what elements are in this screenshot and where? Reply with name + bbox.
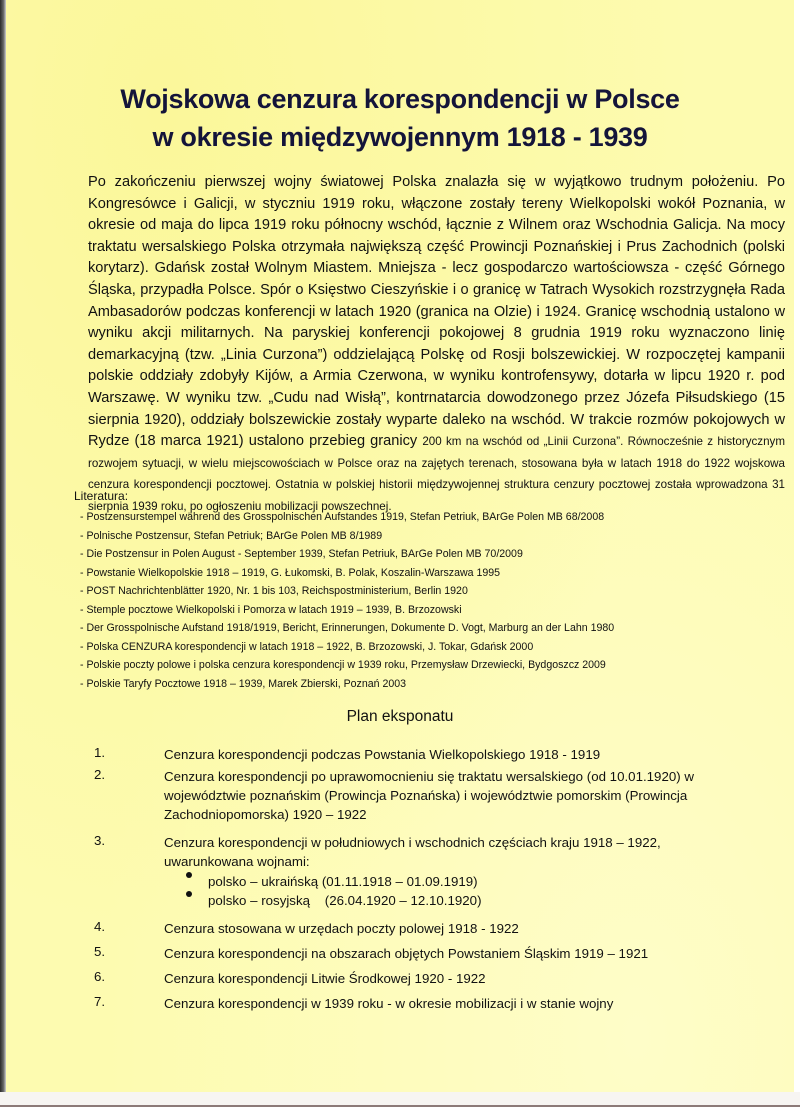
plan-item-text: Cenzura korespondencji Litwie Środkowej 1920 - 1922 <box>164 971 486 986</box>
literature-item: - Die Postzensur in Polen August - September 1939, Stefan Petriuk, BArGe Polen MB 70/2009 <box>80 548 523 561</box>
plan-title: Plan eksponatu <box>346 708 454 725</box>
literature-item: - Polskie Taryfy Pocztowe 1918 – 1939, Marek Zbierski, Poznań 2003 <box>80 677 407 690</box>
plan-item-text: Cenzura korespondencji po uprawomocnieniu się traktatu wersalskiego (od 10.01.1920) w województwie poznańskim (Prowincja Poznańska) i województwie pomorskim (Prowincja Zachodniopomorska) 1920 – 1922 <box>164 769 694 822</box>
plan-item <box>94 994 734 1013</box>
plan-sub-item: polsko – ukraińską (01.11.1918 – 01.09.1919) <box>186 872 734 891</box>
plan-item-text: Cenzura korespondencji w południowych i wschodnich częściach kraju 1918 – 1922, uwarunkowana wojnami: <box>164 835 661 869</box>
plan-sub-list <box>164 872 734 910</box>
literature-item: - Polska CENZURA korespondencji w latach 1918 – 1922, B. Brzozowski, J. Tokar, Gdańsk 2000 <box>80 640 534 653</box>
page-title <box>6 80 794 156</box>
plan-item-number: 1. <box>94 745 106 760</box>
plan-item-text: Cenzura korespondencji w 1939 roku - w okresie mobilizacji i w stanie wojny <box>164 996 614 1011</box>
plan-item-number: 7. <box>94 994 106 1009</box>
plan-item-number: 2. <box>94 767 106 782</box>
bullet-icon <box>186 872 192 878</box>
plan-item <box>94 969 734 988</box>
plan-list <box>94 745 734 1013</box>
title-line-1: Wojskowa cenzura korespondencji w Polsce <box>120 84 680 114</box>
plan-item-number: 4. <box>94 919 106 934</box>
literature-item: - Der Grosspolnische Aufstand 1918/1919, Bericht, Erinnerungen, Dokumente D. Vogt, Marburg an der Lahn 1980 <box>80 622 615 635</box>
plan-item <box>94 944 734 963</box>
plan-item-number: 6. <box>94 969 106 984</box>
literature-label: Literatura: <box>74 489 129 503</box>
plan-item <box>94 833 734 910</box>
literature-item: - Polnische Postzensur, Stefan Petriuk; BArGe Polen MB 8/1989 <box>80 529 383 542</box>
plan-item-text: Cenzura stosowana w urzędach poczty polowej 1918 - 1922 <box>164 921 519 936</box>
plan-item-number: 3. <box>94 833 106 848</box>
document-page <box>6 0 794 1092</box>
plan-item <box>94 745 734 764</box>
intro-small-text: 200 km na wschód od „Linii Curzona”. Równocześnie z historycznym rozwojem sytuacji, w wielu miejscowościach w Polsce oraz na zajętych terenach, stosowana była w latach 1918 do 1922 wojskowa cenzura korespondencji pocztowej. Ostatnia w polskiej historii międzywojennej struktura cenzury pocztowej została wprowadzona 31 sierpnia 1939 roku, po ogłoszeniu mobilizacji powszechnej. <box>88 435 785 513</box>
literature-item: - Stemple pocztowe Wielkopolski i Pomorza w latach 1919 – 1939, B. Brzozowski <box>80 603 462 616</box>
plan-item <box>94 919 734 938</box>
plan-item <box>94 767 734 824</box>
intro-paragraph <box>88 172 785 518</box>
plan-item-text: Cenzura korespondencji na obszarach objętych Powstaniem Śląskim 1919 – 1921 <box>164 946 649 961</box>
literature-list <box>80 508 614 693</box>
plan-sub-item: polsko – rosyjską (26.04.1920 – 12.10.1920) <box>186 891 734 910</box>
literature-item: - Powstanie Wielkopolskie 1918 – 1919, G. Łukomski, B. Polak, Koszalin-Warszawa 1995 <box>80 566 501 579</box>
bullet-icon <box>186 891 192 897</box>
plan-item-number: 5. <box>94 944 106 959</box>
plan-item-text: Cenzura korespondencji podczas Powstania Wielkopolskiego 1918 - 1919 <box>164 747 601 762</box>
intro-main-text: Po zakończeniu pierwszej wojny światowej Polska znalazła się w wyjątkowo trudnym położeniu. Po Kongresówce i Galicji, w styczniu 1919 roku, włączone zostały tereny Wielkopolski wokół Poznania, w okresie od maja do lipca 1919 roku północny wschód, łącznie z Wilnem oraz Wschodnia Galicja. Na mocy traktatu wersalskiego Polska otrzymała największą część Prowincji Poznańskiej i Prus Zachodnich (polski korytarz). Gdańsk został Wolnym Miastem. Mniejsza - lecz gospodarczo wartościowsza - część Górnego Śląska, przypadła Polsce. Spór o Księstwo Cieszyńskie i o granicę w Tatrach Wysokich rozstrzygnęła Rada Ambasadorów podczas konferencji w latach 1920 (granica na Olzie) i 1924. Granicę wschodnią ustalono w wyniku akcji militarnych. Na paryskiej konferencji pokojowej 8 grudnia 1919 roku wyznaczono linię demarkacyjną (tzw. „Linia Curzona”) oddzielającą Polskę od Rosji bolszewickiej. W rozpoczętej kampanii polskie oddziały zdobyły Kijów, a Armia Czerwona, w wyniku kontrofensywy, dotarła w lipcu 1920 r. pod Warszawę. W wyniku tzw. „Cudu nad Wisłą”, kontrnatarcia dowodzonego przez Józefa Piłsudskiego (15 sierpnia 1920), oddziały bolszewickie zostały wyparte daleko na wschód. W trakcie rozmów pokojowych w Rydze (18 marca 1921) ustalono przebieg granicy <box>88 174 785 450</box>
literature-item: - Postzensurstempel während des Grosspolnischen Aufstandes 1919, Stefan Petriuk, BArGe Polen MB 68/2008 <box>80 511 605 523</box>
literature-item: - POST Nachrichtenblätter 1920, Nr. 1 bis 103, Reichspostministerium, Berlin 1920 <box>80 585 468 598</box>
literature-item: - Polskie poczty polowe i polska cenzura korespondencji w 1939 roku, Przemysław Drzewiecki, Bydgoszcz 2009 <box>80 659 606 672</box>
title-line-2: w okresie międzywojennym 1918 - 1939 <box>152 122 648 152</box>
